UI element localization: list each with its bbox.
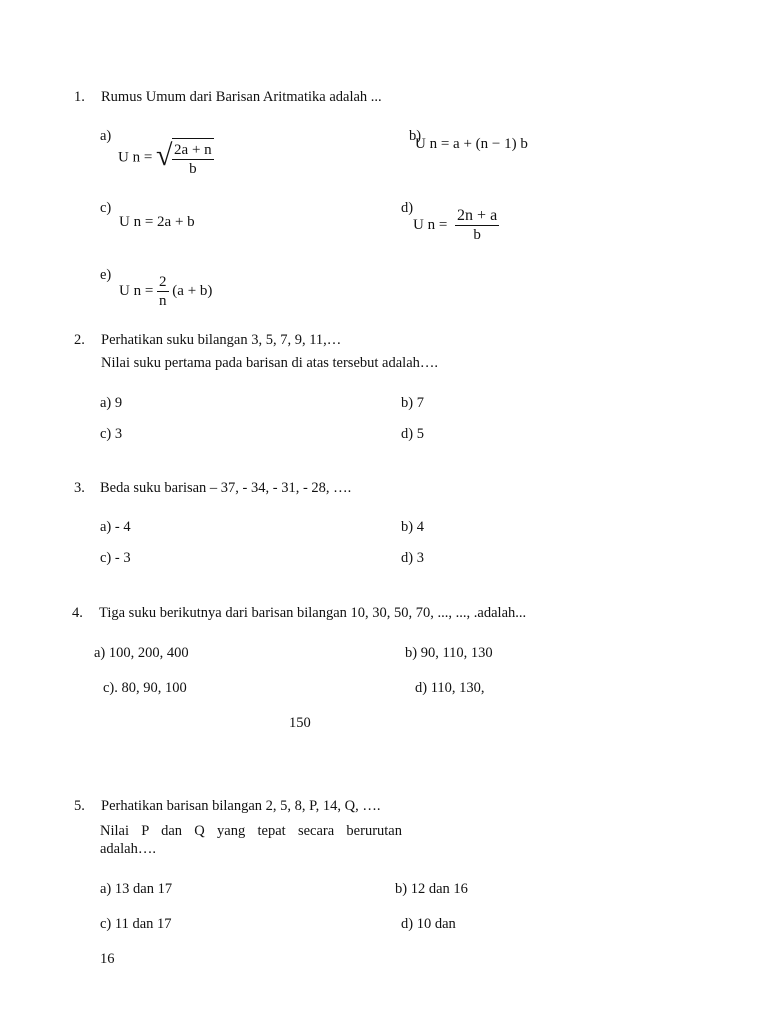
- question-5-text-line1: Perhatikan barisan bilangan 2, 5, 8, P, 14, Q, ….: [101, 798, 381, 814]
- q4-option-c: c). 80, 90, 100: [103, 680, 187, 696]
- fraction-numerator: 2n + a: [457, 207, 498, 224]
- q5-option-b: b) 12 dan 16: [395, 881, 468, 897]
- question-2-number: 2.: [74, 332, 85, 348]
- formula-rest: (a + b): [172, 283, 213, 299]
- q1-option-b-label: b): [409, 128, 422, 144]
- question-5-number: 5.: [74, 798, 85, 814]
- q1-option-c-label: c): [100, 200, 112, 216]
- question-4-text: Tiga suku berikutnya dari barisan bilangan 10, 30, 50, 70, ..., ..., .adalah...: [99, 605, 527, 621]
- q2-option-c: c) 3: [100, 426, 123, 442]
- q5-option-d-continuation: 16: [100, 951, 115, 967]
- q1-option-c-formula: U n = 2a + b: [119, 214, 195, 230]
- fraction-numerator: 2a + n: [174, 142, 212, 158]
- q3-option-b: b) 4: [401, 519, 424, 535]
- q5-option-a: a) 13 dan 17: [100, 881, 173, 897]
- fraction-denominator: b: [189, 161, 197, 177]
- q4-option-d: d) 110, 130,: [415, 680, 485, 696]
- q4-option-b: b) 90, 110, 130: [405, 645, 493, 661]
- q4-option-a: a) 100, 200, 400: [94, 645, 189, 661]
- question-5-text-line3: adalah….: [100, 841, 156, 857]
- q2-option-b: b) 7: [401, 395, 424, 411]
- question-4-number: 4.: [72, 605, 83, 621]
- radical-sign: √: [156, 139, 173, 172]
- q5-option-d: d) 10 dan: [401, 916, 456, 932]
- q1-option-d-label: d): [401, 200, 414, 216]
- fraction-denominator: b: [473, 227, 481, 243]
- q1-option-e-formula: [119, 273, 212, 310]
- q1-option-e-label: e): [100, 267, 112, 283]
- question-3-text: Beda suku barisan – 37, - 34, - 31, - 28, ….: [100, 480, 352, 496]
- fraction-numerator: 2: [159, 274, 167, 290]
- formula-lhs: U n =: [118, 149, 153, 166]
- question-2-text-line1: Perhatikan suku bilangan 3, 5, 7, 9, 11,…: [101, 332, 342, 348]
- question-3-number: 3.: [74, 480, 85, 496]
- q5-option-c: c) 11 dan 17: [100, 916, 172, 932]
- formula-lhs: U n =: [119, 283, 154, 299]
- q1-option-a-formula: [118, 138, 214, 178]
- question-2-text-line2: Nilai suku pertama pada barisan di atas tersebut adalah….: [101, 355, 439, 371]
- question-1-number: 1.: [74, 89, 85, 105]
- q2-option-a: a) 9: [100, 395, 123, 411]
- question-5-text-line2: Nilai P dan Q yang tepat secara berurutan: [100, 823, 402, 839]
- formula-lhs: U n =: [413, 217, 448, 233]
- q3-option-a: a) - 4: [100, 519, 131, 535]
- q2-option-d: d) 5: [401, 426, 424, 442]
- question-1-text: Rumus Umum dari Barisan Aritmatika adalah ...: [101, 89, 382, 105]
- q1-option-d-formula: [413, 207, 499, 244]
- q3-option-c: c) - 3: [100, 550, 131, 566]
- q4-option-d-continuation: 150: [289, 715, 311, 731]
- fraction-denominator: n: [159, 293, 167, 309]
- q1-option-b-formula: U n = a + (n − 1) b: [415, 136, 528, 152]
- q1-option-a-label: a): [100, 128, 112, 144]
- square-root: [156, 138, 214, 178]
- q3-option-d: d) 3: [401, 550, 424, 566]
